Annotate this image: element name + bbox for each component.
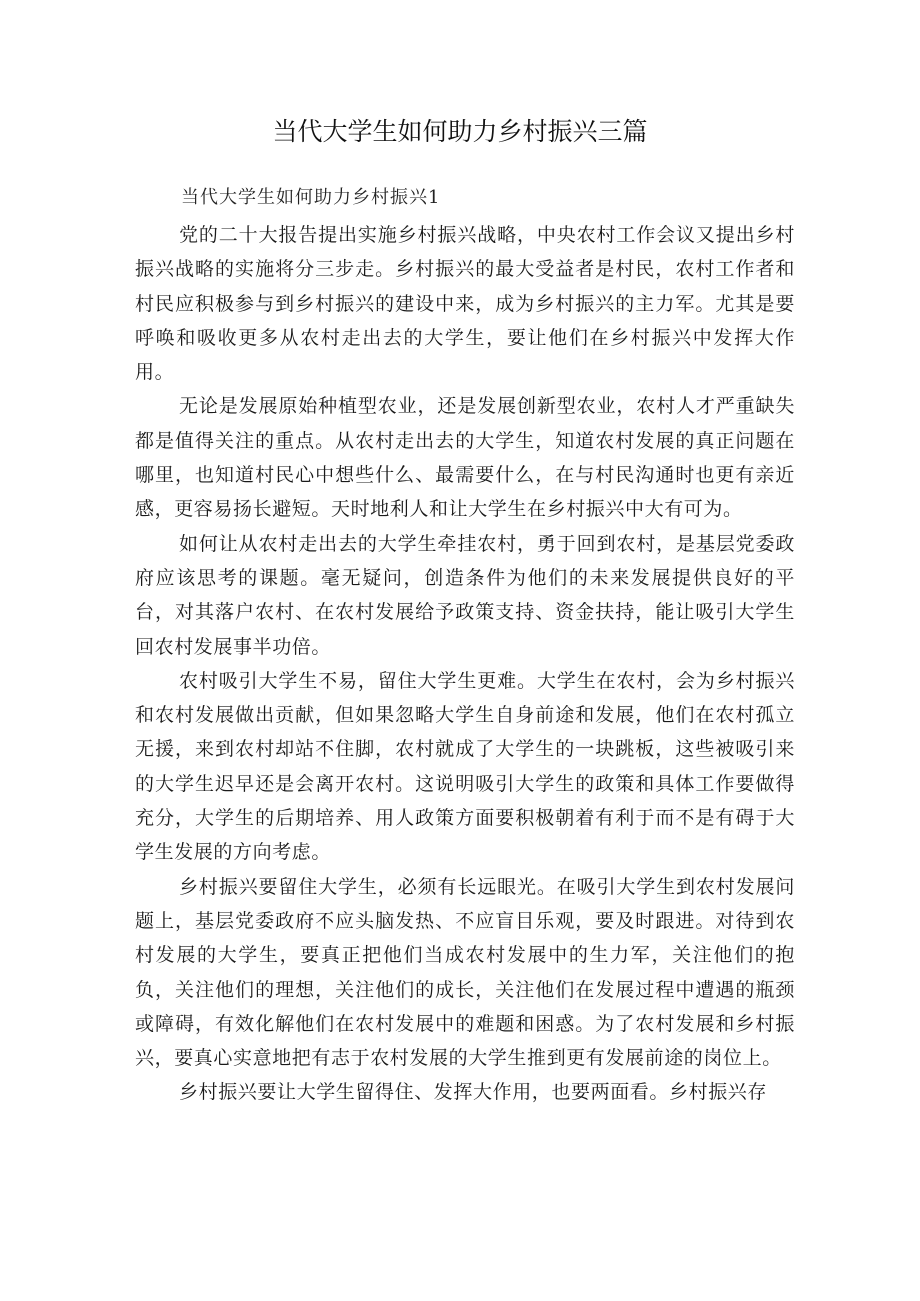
section-heading: 当代大学生如何助力乡村振兴1 [181, 187, 441, 208]
paragraph: 如何让从农村走出去的大学生牵挂农村，勇于回到农村，是基层党委政府应该思考的课题。毫无疑问，创造条件为他们的未来发展提供良好的平台，对其落户农村、在农村发展给予政策支持、资金扶持，能让吸引大学生回农村发展事半功倍。 [135, 532, 795, 658]
document-title: 当代大学生如何助力乡村振兴三篇 [272, 117, 648, 146]
paragraph: 无论是发展原始种植型农业，还是发展创新型农业，农村人才严重缺失都是值得关注的重点。从农村走出去的大学生，知道农村发展的真正问题在哪里，也知道村民心中想些什么、最需要什么，在与村民沟通时也更有亲近感，更容易扬长避短。天时地利人和让大学生在乡村振兴中大有可为。 [135, 395, 795, 521]
paragraph: 乡村振兴要留住大学生，必须有长远眼光。在吸引大学生到农村发展问题上，基层党委政府不应头脑发热、不应盲目乐观，要及时跟进。对待到农村发展的大学生，要真正把他们当成农村发展中的生力军，关注他们的抱负，关注他们的理想，关注他们的成长，关注他们在发展过程中遭遇的瓶颈或障碍，有效化解他们在农村发展中的难题和困惑。为了农村发展和乡村振兴，要真心实意地把有志于农村发展的大学生推到更有发展前途的岗位上。 [135, 875, 795, 1070]
document-body [135, 218, 795, 1110]
paragraph: 乡村振兴要让大学生留得住、发挥大作用，也要两面看。乡村振兴存 [179, 1081, 768, 1104]
paragraph: 农村吸引大学生不易，留住大学生更难。大学生在农村，会为乡村振兴和农村发展做出贡献，但如果忽略大学生自身前途和发展，他们在农村孤立无援，来到农村却站不住脚，农村就成了大学生的一块跳板，这些被吸引来的大学生迟早还是会离开农村。这说明吸引大学生的政策和具体工作要做得充分，大学生的后期培养、用人政策方面要积极朝着有利于而不是有碍于大学生发展的方向考虑。 [135, 669, 795, 864]
paragraph: 党的二十大报告提出实施乡村振兴战略，中央农村工作会议又提出乡村振兴战略的实施将分三步走。乡村振兴的最大受益者是村民，农村工作者和村民应积极参与到乡村振兴的建设中来，成为乡村振兴的主力军。尤其是要呼唤和吸收更多从农村走出去的大学生，要让他们在乡村振兴中发挥大作用。 [135, 224, 795, 384]
